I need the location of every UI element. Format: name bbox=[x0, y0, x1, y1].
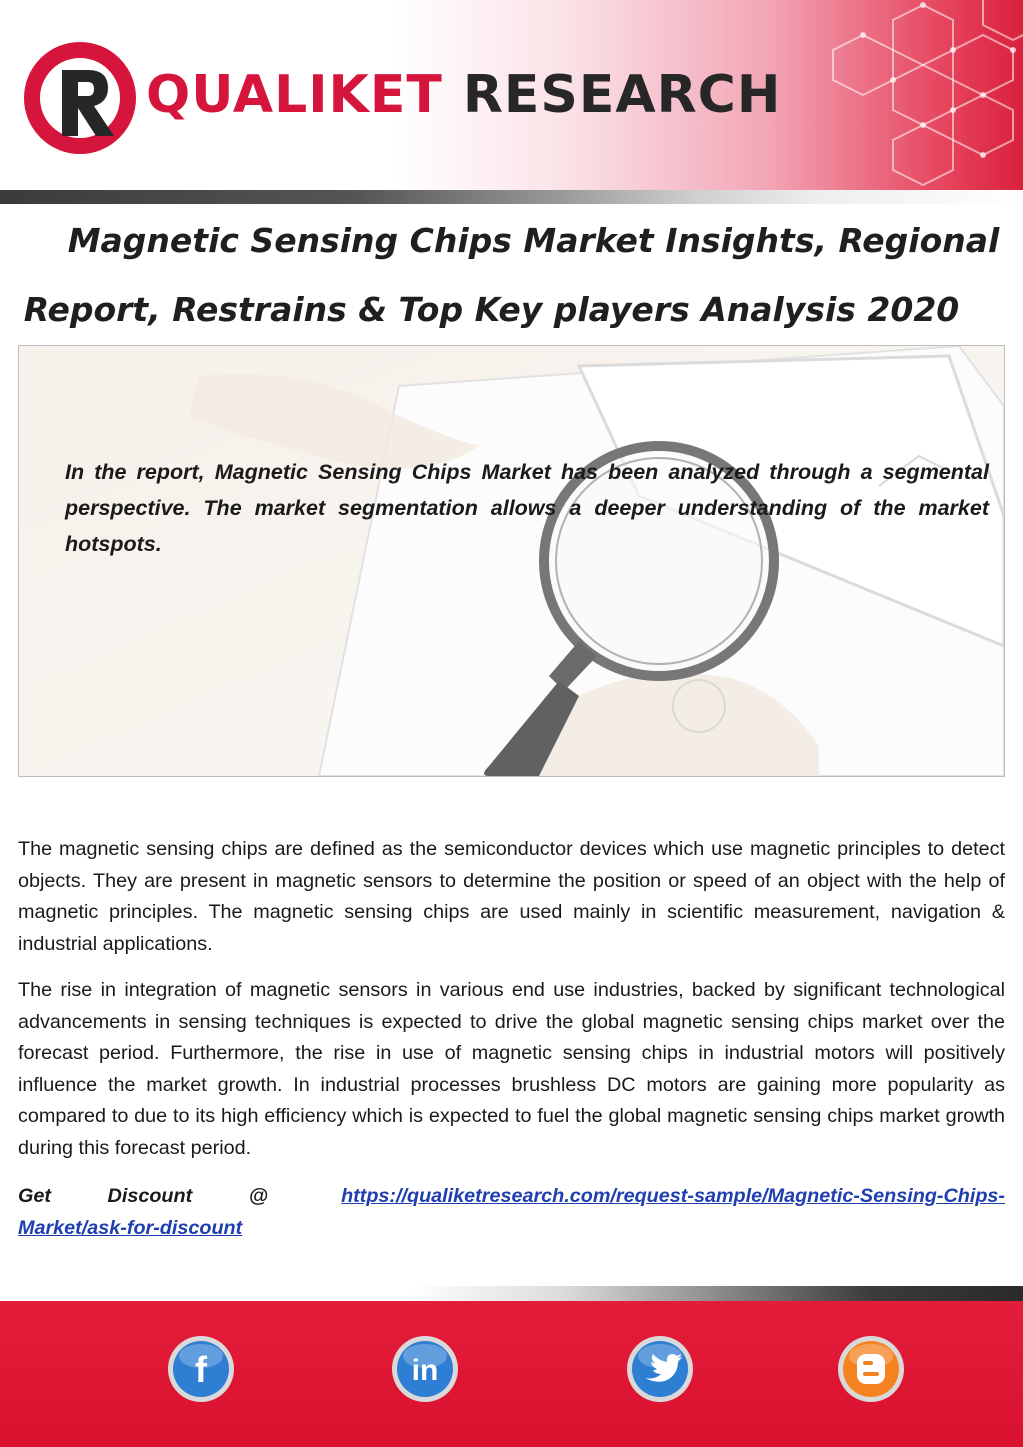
discount-line bbox=[18, 1180, 1005, 1244]
blogger-icon[interactable] bbox=[836, 1334, 906, 1404]
discount-label bbox=[18, 1180, 268, 1212]
hero-image bbox=[18, 345, 1005, 777]
footer-divider bbox=[0, 1286, 1023, 1301]
body-paragraph-1: The magnetic sensing chips are defined as the semiconductor devices which use magnetic principles to detect objects. They are present in magnetic sensors to determine the position or speed of an object with the help of magnetic principles. The magnetic sensing chips are used mainly in scientific measurement, navigation & industrial applications. bbox=[18, 838, 1005, 955]
discount-word-at: @ bbox=[248, 1185, 268, 1207]
facebook-letter: f bbox=[195, 1349, 207, 1390]
linkedin-icon[interactable] bbox=[390, 1334, 460, 1404]
title-line-2: Report, Restrains & Top Key players Analysis 2020 bbox=[23, 290, 960, 329]
discount-link[interactable]: https://qualiketresearch.com/request-sample/Magnetic-Sensing-Chips-Market/ask-for-discount bbox=[18, 1185, 1005, 1239]
brand-research: RESEARCH bbox=[462, 65, 782, 125]
facebook-icon[interactable] bbox=[166, 1334, 236, 1404]
brand-name bbox=[146, 64, 781, 126]
title-line-1: Magnetic Sensing Chips Market Insights, Regional bbox=[67, 221, 1000, 260]
twitter-icon[interactable] bbox=[625, 1334, 695, 1404]
brand-qualiket: QUALIKET bbox=[146, 65, 443, 125]
hero-summary: In the report, Magnetic Sensing Chips Market has been analyzed through a segmental perspective. The market segmentation allows a deeper understanding of the market hotspots. bbox=[65, 460, 989, 556]
qr-logo-icon bbox=[22, 40, 138, 156]
header-divider bbox=[0, 190, 1023, 204]
header-banner bbox=[0, 0, 1023, 190]
discount-word-get: Get bbox=[18, 1185, 51, 1207]
discount-word-discount: Discount bbox=[107, 1185, 193, 1207]
body-paragraph-2: The rise in integration of magnetic sensors in various end use industries, backed by significant technological advancements in sensing techniques is expected to drive the global magnetic sensing chips market over the forecast period. Furthermore, the rise in use of magnetic sensing chips in industrial motors will positively influence the market growth. In industrial processes brushless DC motors are gaining more popularity as compared to due to its high efficiency which is expected to fuel the global magnetic sensing chips market growth during this forecast period. bbox=[18, 979, 1005, 1159]
linkedin-letters: in bbox=[411, 1354, 439, 1387]
page-title bbox=[0, 206, 1023, 344]
